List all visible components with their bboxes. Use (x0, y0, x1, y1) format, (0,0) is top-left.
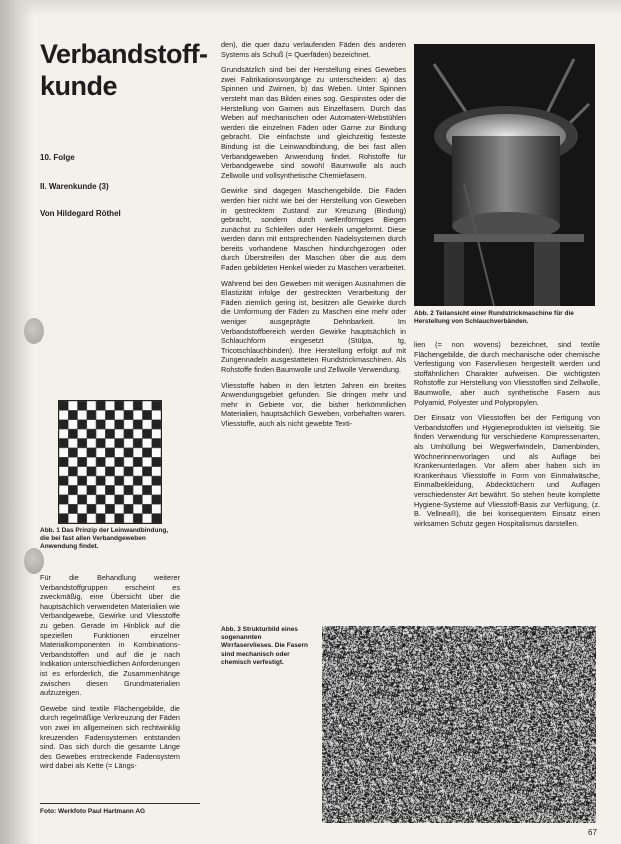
weave-cell (105, 429, 114, 438)
weave-cell (142, 410, 151, 419)
middle-column-text (221, 40, 406, 435)
weave-cell (96, 476, 105, 485)
weave-cell (124, 514, 133, 523)
weave-cell (115, 420, 124, 429)
middle-paragraph-3: Gewirke sind dagegen Maschengebilde. Die Fäden werden hier nicht wie bei der Herstellung von Geweben in gestrecktem Zustand zur Kreuzung (Bindung) gebracht, sondern durch wellenförmiges Biegen zunächst zu Schleifen oder Henkeln umgeformt. Diese werden dann mit entsprechenden Nadelsystemen durch bereits vorhandene Maschen hindurchgezogen oder durch Überstreifen der Maschen über die aus dem Faden gebildeten Henkel wieder zu Maschen verarbeitet. (221, 186, 406, 273)
middle-paragraph-4: Während bei den Geweben mit wenigen Ausnahmen die Elastizität infolge der gestreckten Verarbeitung der Fäden ziemlich gering ist, besitzen alle Gewirke durch die Umformung der Fäden zu Maschen eine mehr oder weniger ausgeprägte Dehnbarkeit. Im Verbandstoffbereich werden Gewirke hauptsächlich in Schlauchform eingesetzt (Stülpa, tg, Tricotschlauchbinden). Ihre Herstellung erfolgt auf mit Zungennadeln ausgestatteten Rundstrickmaschinen. Als Rohstoffe finden Baumwolle und Zellwolle Verwendung. (221, 278, 406, 374)
weave-cell (87, 495, 96, 504)
weave-cell (59, 429, 68, 438)
footer-rule (40, 803, 200, 804)
weave-cell (68, 401, 77, 410)
article-subtitle: II. Warenkunde (3) (40, 182, 109, 191)
weave-cell (133, 429, 142, 438)
knitting-machine-image (414, 44, 595, 306)
weave-cell (115, 439, 124, 448)
weave-cell (96, 457, 105, 466)
weave-cell (124, 476, 133, 485)
weave-cell (59, 476, 68, 485)
weave-cell (152, 410, 161, 419)
left-paragraph-2: Gewebe sind textile Flächengebilde, die durch regelmäßige Verkreuzung der Fäden von zwei im allgemeinen sich rechtwinklig kreuzenden Fadensystemen entstanden sind. Das sich durch die gesamte Länge des Gewebes erstreckende Fadensystem wird dabei als Kette (= Längs- (40, 703, 180, 771)
weave-cell (115, 504, 124, 513)
weave-cell (78, 448, 87, 457)
weave-cell (124, 420, 133, 429)
weave-cell (142, 448, 151, 457)
weave-cell (124, 504, 133, 513)
weave-cell (133, 467, 142, 476)
weave-cell (142, 504, 151, 513)
weave-cell (133, 410, 142, 419)
weave-cell (68, 467, 77, 476)
punch-hole-icon (24, 318, 44, 344)
weave-cell (59, 420, 68, 429)
weave-cell (142, 476, 151, 485)
nonwoven-fleece-photo (322, 626, 596, 823)
weave-cell (96, 410, 105, 419)
weave-cell (115, 485, 124, 494)
weave-cell (59, 485, 68, 494)
weave-cell (133, 401, 142, 410)
page-number: 67 (588, 828, 597, 837)
knitting-machine-photo (414, 44, 595, 306)
weave-cell (152, 504, 161, 513)
weave-cell (152, 429, 161, 438)
weave-cell (59, 439, 68, 448)
weave-cell (68, 504, 77, 513)
weave-cell (124, 495, 133, 504)
weave-cell (59, 495, 68, 504)
weave-cell (87, 467, 96, 476)
weave-cell (142, 401, 151, 410)
weave-cell (115, 401, 124, 410)
weave-cell (59, 448, 68, 457)
weave-cell (87, 504, 96, 513)
weave-cell (124, 467, 133, 476)
weave-cell (133, 504, 142, 513)
weave-cell (87, 448, 96, 457)
weave-cell (115, 410, 124, 419)
weave-cell (78, 457, 87, 466)
weave-cell (105, 457, 114, 466)
weave-cell (105, 476, 114, 485)
weave-cell (115, 495, 124, 504)
weave-cell (152, 514, 161, 523)
weave-cell (96, 467, 105, 476)
weave-cell (133, 514, 142, 523)
weave-cell (78, 504, 87, 513)
weave-cell (78, 514, 87, 523)
weave-cell (152, 420, 161, 429)
weave-cell (142, 514, 151, 523)
weave-cell (105, 401, 114, 410)
fleece-texture (322, 626, 596, 823)
weave-cell (68, 495, 77, 504)
weave-cell (96, 429, 105, 438)
weave-cell (152, 485, 161, 494)
weave-cell (78, 429, 87, 438)
weave-cell (68, 485, 77, 494)
weave-cell (124, 457, 133, 466)
plain-weave-diagram (58, 400, 162, 524)
weave-cell (78, 495, 87, 504)
weave-cell (133, 457, 142, 466)
right-paragraph-1: lien (= non wovens) bezeichnet, sind textile Flächengebilde, die durch mechanische oder chemische Verfestigung von Faservliesen hergestellt werden und stoffähnlichen Charakter aufweisen. Die wichtigsten Rohstoffe zur Herstellung von Vliesstoffen sind Zellwolle, Baumwolle, aber auch synthetische Fasern aus Polyamid, Polyester und Polypropylen. (414, 340, 600, 407)
weave-cell (142, 429, 151, 438)
weave-cell (68, 457, 77, 466)
weave-cell (87, 439, 96, 448)
weave-cell (87, 457, 96, 466)
author-byline: Von Hildegard Röthel (40, 209, 121, 218)
weave-cell (124, 410, 133, 419)
weave-cell (152, 448, 161, 457)
right-paragraph-2: Der Einsatz von Vliesstoffen bei der Fertigung von Verbandstoffen und Hygieneprodukten ist vielseitig. Sie finden Verwendung für verschiedene Kompressenarten, als Umhüllung bei Wegwerfwindeln, Damenbinden, Wöchnerinnenvorlagen und als Auflage bei Krankenunterlagen. Vor allem aber haben sich im Krankenhaus Vliesstoffe in Form von Einmalwäsche, Einmalbekleidung, Abdecktüchern und Auflagen verschiedenster Art bewährt. So stehen heute komplette Hygiene-Systeme auf Vliesstoff-Basis zur Verfügung, (z. B. Vellnea®), die bei konsequentem Einsatz einen wirksamen Schutz gegen Hospitalismus darstellen. (414, 413, 600, 528)
figure-3-caption: Abb. 3 Strukturbild eines sogenannten Wirrfaservlieses. Die Fasern sind mechanisch oder chemisch verfestigt. (221, 626, 309, 666)
weave-cell (105, 504, 114, 513)
weave-cell (68, 514, 77, 523)
weave-cell (96, 514, 105, 523)
middle-paragraph-1: den), die quer dazu verlaufenden Fäden des anderen Systems als Schuß (= Querfäden) bezeichnet. (221, 40, 406, 59)
article-title (40, 38, 208, 102)
weave-cell (142, 457, 151, 466)
binding-shadow (0, 0, 34, 844)
weave-cell (87, 514, 96, 523)
weave-cell (115, 457, 124, 466)
left-paragraph-1: Für die Behandlung weiterer Verbandstoffgruppen erscheint es zweckmäßig, eine Übersicht über die hauptsächlich verwendeten Materialien wie Verbandgewebe, Gewirke und Vliesstoffe zu geben. Gerade im Hinblick auf die speziellen Funktionen einzelner Materialkomponenten in Kombinations-Verbandstoffen und auf die je nach Indikation unterschiedlichen Anforderungen ist es erforderlich, die Zusammenhänge zwischen diesen Grundmaterialien aufzuzeigen. (40, 573, 180, 698)
weave-cell (142, 495, 151, 504)
weave-cell (87, 476, 96, 485)
weave-cell (133, 448, 142, 457)
weave-cell (133, 485, 142, 494)
weave-cell (133, 439, 142, 448)
title-line-2: kunde (40, 71, 118, 101)
weave-cell (68, 476, 77, 485)
weave-cell (68, 429, 77, 438)
weave-cell (59, 410, 68, 419)
weave-cell (96, 495, 105, 504)
weave-cell (59, 504, 68, 513)
figure-2-caption: Abb. 2 Teilansicht einer Rundstrickmaschine für die Herstellung von Schlauchverbänden. (414, 310, 574, 326)
weave-cell (96, 504, 105, 513)
weave-cell (87, 429, 96, 438)
weave-cell (68, 410, 77, 419)
weave-cell (115, 467, 124, 476)
weave-cell (152, 401, 161, 410)
weave-cell (87, 420, 96, 429)
weave-cell (142, 420, 151, 429)
weave-cell (124, 448, 133, 457)
weave-cell (78, 420, 87, 429)
weave-cell (142, 485, 151, 494)
punch-hole-icon (24, 548, 44, 574)
weave-cell (59, 514, 68, 523)
weave-cell (105, 410, 114, 419)
series-number: 10. Folge (40, 153, 75, 162)
weave-cell (78, 467, 87, 476)
weave-cell (78, 401, 87, 410)
weave-cell (152, 495, 161, 504)
weave-cell (78, 439, 87, 448)
weave-cell (105, 485, 114, 494)
weave-cell (105, 420, 114, 429)
middle-paragraph-5: Vliesstoffe haben in den letzten Jahren ein breites Anwendungsgebiet gefunden. Sie dringen mehr und mehr in Gebiete vor, die bisher herkömmlichen Materialien, hauptsächlich Geweben, vorbehalten waren. Vliesstoffe, auch als nicht gewebte Texti- (221, 380, 406, 428)
weave-cell (96, 420, 105, 429)
left-column-text (40, 573, 180, 777)
weave-cell (87, 401, 96, 410)
weave-grid (59, 401, 161, 523)
weave-cell (59, 467, 68, 476)
weave-cell (124, 485, 133, 494)
weave-cell (152, 476, 161, 485)
weave-cell (105, 439, 114, 448)
weave-cell (78, 410, 87, 419)
weave-cell (133, 476, 142, 485)
weave-cell (124, 439, 133, 448)
weave-cell (133, 495, 142, 504)
figure-1-caption: Abb. 1 Das Prinzip der Leinwandbindung, die bei fast allen Verbandgeweben Anwendung findet. (40, 527, 169, 551)
weave-cell (142, 439, 151, 448)
weave-cell (59, 457, 68, 466)
weave-cell (115, 514, 124, 523)
weave-cell (105, 514, 114, 523)
weave-cell (59, 401, 68, 410)
weave-cell (152, 457, 161, 466)
weave-cell (87, 485, 96, 494)
weave-cell (105, 467, 114, 476)
weave-cell (152, 467, 161, 476)
weave-cell (124, 401, 133, 410)
weave-cell (87, 410, 96, 419)
weave-cell (133, 420, 142, 429)
weave-cell (68, 420, 77, 429)
weave-cell (124, 429, 133, 438)
right-column-text (414, 340, 600, 534)
weave-cell (68, 448, 77, 457)
middle-paragraph-2: Grundsätzlich sind bei der Herstellung eines Gewebes zwei Fabrikationsvorgänge zu unterscheiden: a) das Spinnen und Zwirnen, b) das Weben. Unter Spinnen versteht man das Bilden eines sog. Gespinstes oder die Herstellung von Garnen aus Einzelfasern. Durch das Weben auf mechanischen oder Automaten-Webstühlen werden die einzelnen Fäden oder Garne zur Bindung gebracht. Die einfachste und gleichzeitig festeste Bindung ist die Leinwandbindung, die bei fast allen Verbandgeweben Anwendung findet. Rohstoffe für Verbandgewebe sind sowohl Baumwolle als auch Zellwolle und vollsynthetische Chemiefasern. (221, 65, 406, 180)
weave-cell (115, 448, 124, 457)
weave-cell (96, 439, 105, 448)
weave-cell (78, 476, 87, 485)
top-rule (0, 0, 621, 16)
weave-cell (115, 476, 124, 485)
photo-credit: Foto: Werkfoto Paul Hartmann AG (40, 808, 146, 815)
weave-cell (105, 495, 114, 504)
weave-cell (96, 485, 105, 494)
title-line-1: Verbandstoff- (40, 39, 208, 69)
weave-cell (152, 439, 161, 448)
weave-cell (96, 401, 105, 410)
weave-cell (142, 467, 151, 476)
weave-cell (115, 429, 124, 438)
weave-cell (96, 448, 105, 457)
weave-cell (105, 448, 114, 457)
weave-cell (68, 439, 77, 448)
weave-cell (78, 485, 87, 494)
